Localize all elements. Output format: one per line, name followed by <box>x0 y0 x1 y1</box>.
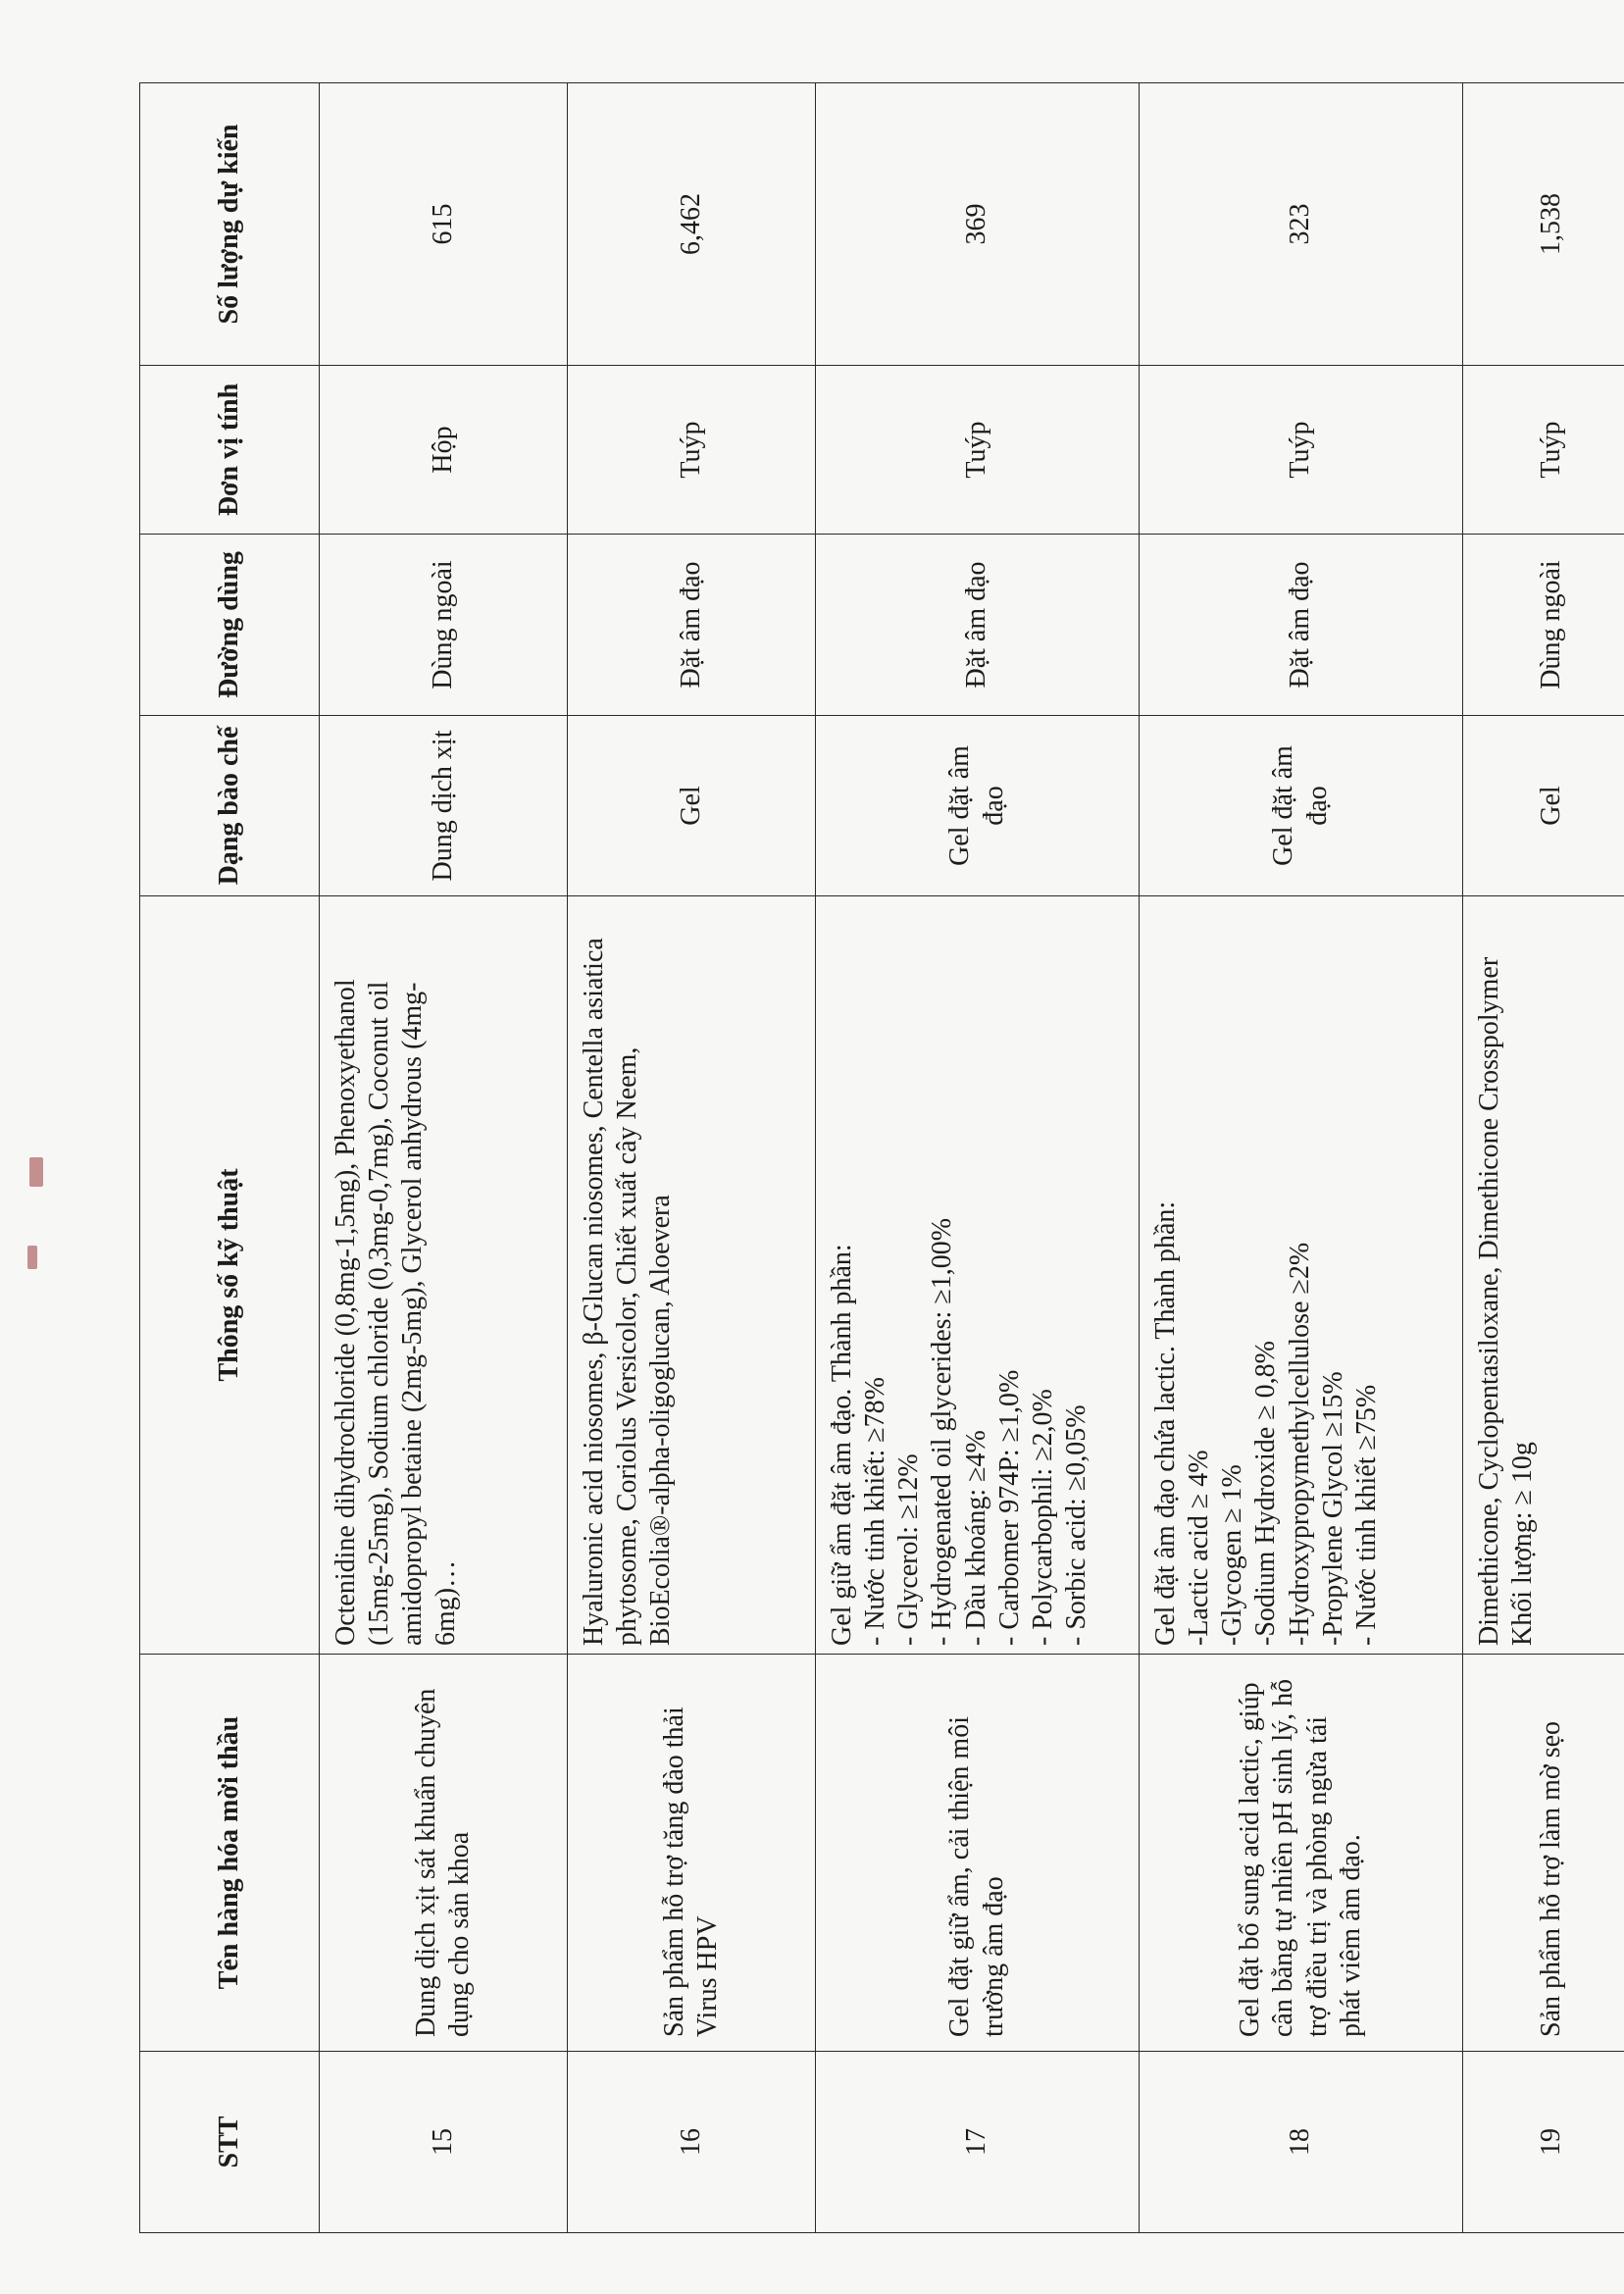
cell-route: Đặt âm đạo <box>568 535 816 716</box>
cell-spec <box>1140 896 1463 1655</box>
cell-unit: Tuýp <box>1463 366 1624 535</box>
cell-route: Dùng ngoài <box>320 535 568 716</box>
cell-dosage-form: Gel đặt âm đạo <box>1140 716 1463 896</box>
cell-spec <box>320 896 568 1655</box>
bid-items-table <box>139 82 1624 2233</box>
cell-spec <box>816 896 1140 1655</box>
cell-quantity: 1,538 <box>1463 83 1624 366</box>
cell-stt: 17 <box>816 2052 1140 2233</box>
header-spec: Thông số kỹ thuật <box>140 896 320 1655</box>
cell-item-name: Dung dịch xịt sát khuẩn chuyên dụng cho sản khoa <box>320 1655 568 2052</box>
spec-line: - Nước tinh khiết: ≥78% <box>860 1377 891 1646</box>
cell-unit: Hộp <box>320 366 568 535</box>
cell-stt: 16 <box>568 2052 816 2233</box>
cell-route: Đặt âm đạo <box>1140 535 1463 716</box>
spec-line: - Dầu khoáng: ≥4% <box>960 1430 991 1646</box>
spec-line: Gel đặt âm đạo chứa lactic. Thành phần: <box>1150 1200 1181 1646</box>
spec-line: - Polycarbophil: ≥2,0% <box>1027 1389 1058 1646</box>
spec-line: Octenidine dihydrochloride (0,8mg-1,5mg), Phenoxyethanol (15mg-25mg), Sodium chloride (0,3mg-0,7mg), Coconut oil amidopropyl betaine (2mg-5mg), Glycerol anhydrous (4mg-6mg)… <box>330 979 462 1646</box>
spec-line: Gel giữ ẩm đặt âm đạo. Thành phần: <box>827 1244 857 1646</box>
spec-line: Hyaluronic acid niosomes, β-Glucan niosomes, Centella asiatica phytosome, Coriolus Versicolor, Chiết xuất cây Neem, BioEcolia®-alpha-oligoglucan, Aloevera <box>579 938 677 1646</box>
scan-artifact-mark <box>27 1246 37 1269</box>
header-dosage-form: Dạng bào chế <box>140 716 320 896</box>
cell-quantity: 6,462 <box>568 83 816 366</box>
spec-line: -Glycogen ≥ 1% <box>1217 1464 1248 1646</box>
scan-artifact-mark <box>29 1157 43 1187</box>
cell-item-name: Gel đặt giữ ẩm, cải thiện môi trường âm đạo <box>816 1655 1140 2052</box>
header-route: Đường dùng <box>140 535 320 716</box>
cell-unit: Tuýp <box>568 366 816 535</box>
spec-line: - Carbomer 974P: ≥1,0% <box>993 1369 1025 1646</box>
table-row <box>320 83 568 2233</box>
spec-line: - Glycerol: ≥12% <box>893 1453 925 1646</box>
header-item-name: Tên hàng hóa mời thầu <box>140 1655 320 2052</box>
spec-line: -Propylene Glycol ≥15% <box>1317 1371 1348 1646</box>
spec-line: -Lactic acid ≥ 4% <box>1184 1450 1215 1646</box>
header-stt: STT <box>140 2052 320 2233</box>
cell-stt: 18 <box>1140 2052 1463 2233</box>
spec-line: - Sorbic acid: ≥0,05% <box>1061 1404 1092 1646</box>
cell-dosage-form: Gel <box>568 716 816 896</box>
spec-line: -Hydroxypropymethylcellulose ≥2% <box>1284 1242 1315 1646</box>
spec-line: Dimethicone, Cyclopentasiloxane, Dimethicone Crosspolymer <box>1474 956 1504 1646</box>
cell-quantity: 615 <box>320 83 568 366</box>
cell-item-name: Sản phẩm hỗ trợ làm mờ sẹo <box>1463 1655 1624 2052</box>
table-body <box>320 83 1624 2233</box>
spec-line: -Sodium Hydroxide ≥ 0,8% <box>1250 1341 1282 1646</box>
cell-route: Đặt âm đạo <box>816 535 1140 716</box>
cell-dosage-form: Gel <box>1463 716 1624 896</box>
cell-stt: 15 <box>320 2052 568 2233</box>
cell-item-name: Sản phẩm hỗ trợ tăng đào thải Virus HPV <box>568 1655 816 2052</box>
table-header-row <box>140 83 320 2233</box>
cell-quantity: 323 <box>1140 83 1463 366</box>
cell-unit: Tuýp <box>816 366 1140 535</box>
table-row <box>568 83 816 2233</box>
cell-unit: Tuýp <box>1140 366 1463 535</box>
header-unit: Đơn vị tính <box>140 366 320 535</box>
cell-route: Dùng ngoài <box>1463 535 1624 716</box>
table-row <box>816 83 1140 2233</box>
cell-stt: 19 <box>1463 2052 1624 2233</box>
table-row <box>1140 83 1463 2233</box>
cell-item-name: Gel đặt bổ sung acid lactic, giúp cân bằng tự nhiên pH sinh lý, hỗ trợ điều trị và phòng ngừa tái phát viêm âm đạo. <box>1140 1655 1463 2052</box>
cell-dosage-form: Dung dịch xịt <box>320 716 568 896</box>
cell-quantity: 369 <box>816 83 1140 366</box>
cell-dosage-form: Gel đặt âm đạo <box>816 716 1140 896</box>
table-row <box>1463 83 1624 2233</box>
cell-spec <box>1463 896 1624 1655</box>
spec-line: Khối lượng: ≥ 10g <box>1507 1442 1539 1646</box>
cell-spec <box>568 896 816 1655</box>
spec-line: - Nước tinh khiết ≥75% <box>1350 1384 1382 1646</box>
spec-line: - Hydrogenated oil glycerides: ≥1,00% <box>927 1217 958 1646</box>
header-quantity: Số lượng dự kiến <box>140 83 320 366</box>
